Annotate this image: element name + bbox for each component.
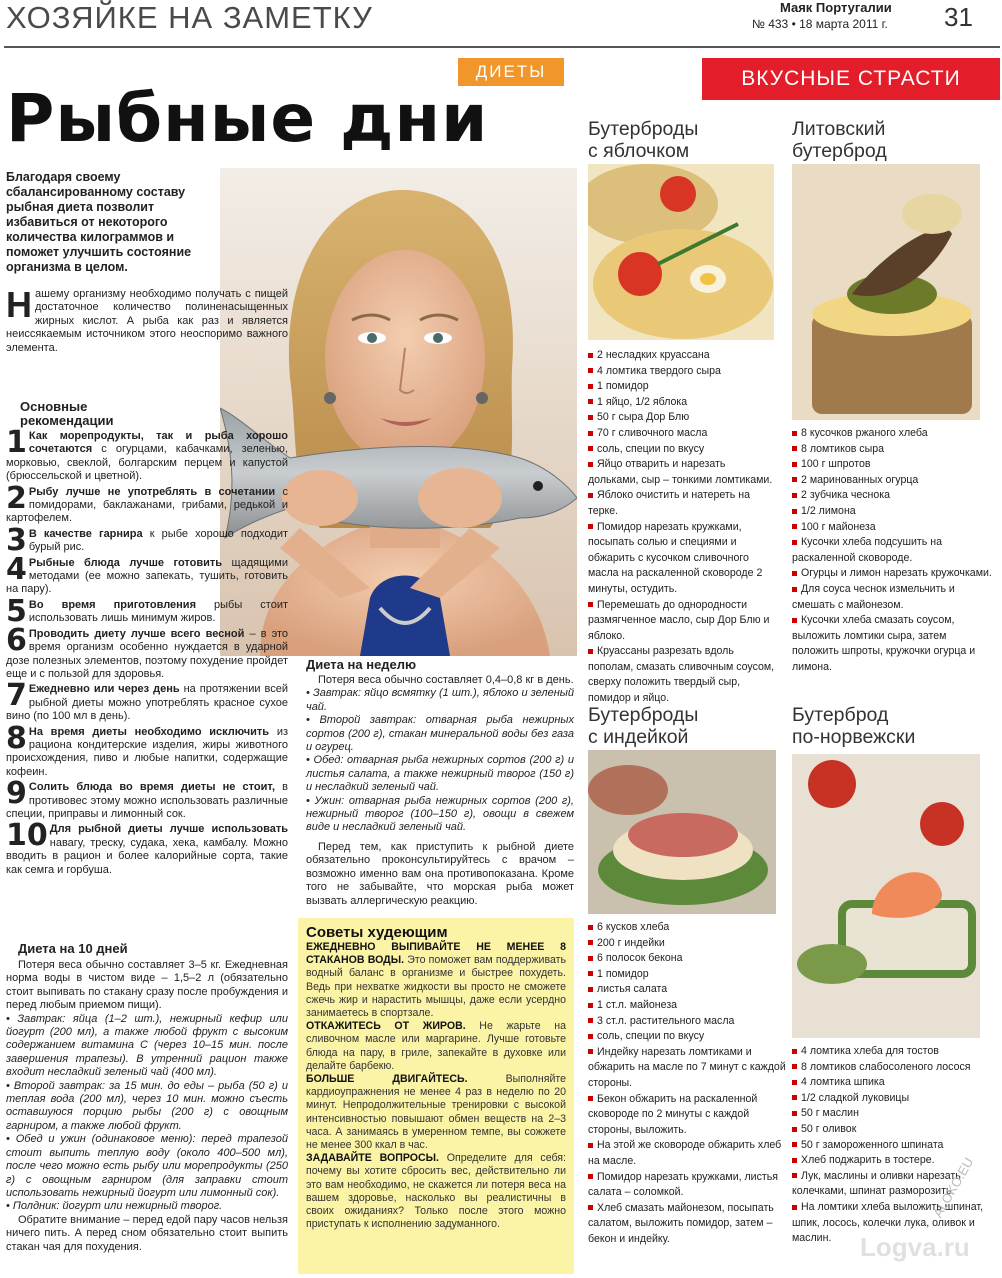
recommendation-item: [6, 776, 288, 821]
diet-10-item: • Второй завтрак: за 15 мин. до еды – рыба (50 г) и теплая вода (200 мл), через 10 мин. можно съесть оставшуюся порцию рыбы (200 г) с овощным гарниром, а также любой фрукт.: [6, 1079, 288, 1132]
recipe-photo-turkey: [588, 750, 776, 914]
page-number: 31: [944, 2, 973, 32]
tag-tasty: ВКУСНЫЕ СТРАСТИ: [702, 58, 1000, 100]
diet-week-closing: Перед тем, как приступить к рыбной диете обязательно проконсультируйтесь с врачом – возможно именно вам она противопоказана. Кроме того не забывайте, что морская рыба может вызвать аллергическую реакцию.: [306, 840, 574, 907]
tip-text: Выполняйте кардиоупражнения не менее 4 раз в неделю по 20 минут. Непродолжительные тренировки с высокой интенсивностью повышают обмен веществ на 2–3 часа. А занимаясь в умеренном темпе, вы сожжете не менее 300 ккал в час.: [306, 1073, 566, 1152]
recipe-line: 70 г сливочного масла: [588, 426, 778, 442]
recipe-line: 50 г сыра Дор Блю: [588, 410, 778, 426]
recipe-title-line: с яблочком: [588, 140, 690, 162]
rec-bold: На время диеты необходимо исключить: [28, 725, 270, 738]
recipe-photo-norwegian: [792, 754, 980, 1038]
diet-week-item: • Обед: отварная рыба нежирных сортов (200 г) и листья салата, а также нежирный творог (150 г) и несладкий зеленый чай.: [306, 754, 574, 794]
recipe-line: 2 маринованных огурца: [792, 473, 992, 489]
diet-week-item: • Завтрак: яйцо всмятку (1 шт.), яблоко и зеленый чай.: [306, 687, 574, 713]
recipe-line: 1 ст.л. майонеза: [588, 998, 788, 1014]
recommendation-item: [6, 425, 288, 484]
recipe-line: Круассаны разрезать вдоль пополам, смазать сливочным соусом, сверху положить твердый сыр, помидор и яйцо.: [588, 645, 775, 705]
recipe-line: Индейку нарезать ломтиками и обжарить на масле по 7 минут с каждой стороны.: [588, 1045, 786, 1089]
recipe-title-line: бутерброд: [792, 140, 887, 162]
tag-diet: ДИЕТЫ: [458, 58, 564, 86]
sandwich-image: [792, 754, 980, 1038]
recipe-line: Лук, маслины и оливки нарезать колечками, шпинат разморозить.: [792, 1169, 961, 1198]
recipe-line: На этой же сковороде обжарить хлеб на масле.: [588, 1139, 782, 1167]
diet-10-paragraph: Потеря веса обычно составляет 3–5 кг. Ежедневная норма воды в чистом виде – 1,5–2 л (обязательно стоит выпивать по стакану сразу после пробуждения и перед любым приемом пищи).: [6, 959, 288, 1012]
rec-bold: Как морепродукты, так и рыба хорошо сочетаются: [28, 430, 288, 456]
recipe-line: Хлеб поджарить в тостере.: [792, 1153, 997, 1169]
recipe-title: [792, 704, 915, 748]
publication-name: Маяк Португалии: [780, 0, 892, 15]
rec-text: в противовес этому можно использовать различные специи, приправы и лимонный сок.: [6, 781, 288, 820]
diet-10-item: • Завтрак: яйца (1–2 шт.), нежирный кефир или йогурт (200 мл), а также любой фрукт с высоким содержанием витамина С (через 10–15 мин. после завершения трапезы). В утренний рацион также входит несладкий зеленый чай (400 мл).: [6, 1012, 288, 1079]
diet-10-closing: Обратите внимание – перед едой пару часов нельзя ничего пить. А перед сном обязательно стоит выпить стакан чая для похудения.: [6, 1213, 288, 1253]
recipe-line: соль, специи по вкусу: [588, 442, 778, 458]
rec-number: 10: [6, 818, 48, 854]
recommendation-item: [6, 720, 289, 780]
rec-text: из рациона кондитерские изделия, жиры животного происхождения, пиво и любые напитки, содержащие кофеин.: [6, 725, 289, 778]
recipe-line: 4 ломтика хлеба для тостов: [792, 1044, 997, 1060]
recipe-line: 6 кусков хлеба: [588, 920, 788, 936]
rec-text: к рыбе хорошо подходит бурый рис.: [28, 527, 288, 554]
tip-bold: ЗАДАВАЙТЕ ВОПРОСЫ.: [306, 1152, 439, 1165]
rec-text: с помидорами, баклажанами, грибами, редькой и картофелем.: [6, 485, 288, 525]
rec-bold: Ежедневно или через день: [28, 683, 180, 696]
tip-text: Не жарьте на сливочном масле или маргарине. Лучше готовьте блюда на пару, в гриле, запекайте в духовке или делайте барбекю.: [306, 1020, 566, 1072]
recipe-line: 50 г маслин: [792, 1106, 997, 1122]
recipe-line: 3 ст.л. растительного масла: [588, 1014, 788, 1030]
rec-text: навагу, треску, судака, хека, камбалу. Можно вводить в рацион и более калорийные сорта, такие как семга и горбуша.: [6, 836, 288, 876]
diet-week: [306, 658, 574, 908]
recipe-line: Кусочки хлеба подсушить на раскаленной сковороде.: [792, 536, 942, 564]
recipe-line: Бекон обжарить на раскаленной сковороде по 2 минуты с каждой стороны, выложить.: [588, 1092, 758, 1136]
intro-text: ашему организму необходимо получать с пищей достаточное количество полиненасыщенных жирных кислот. А рыба как раз и является неиссякаемым источником этого неоспоримо важного элемента.: [6, 288, 288, 354]
rec-bold: Рыбу лучше не употреблять в сочетании: [28, 485, 276, 498]
diet-week-heading: Диета на неделю: [306, 657, 417, 672]
rec-bold: Проводить диету лучше всего весной: [28, 627, 245, 640]
recipe-line: Огурцы и лимон нарезать кружочками.: [792, 566, 992, 582]
recipe-line: Для соуса чеснок измельчить и смешать с майонезом.: [792, 582, 955, 611]
watermark: Logva.ru: [860, 1232, 970, 1262]
recipe-line: 1 яйцо, 1/2 яблока: [588, 395, 778, 411]
recipe-title: [792, 118, 887, 162]
tips-box: [298, 918, 574, 1274]
recipe-line: 4 ломтика шпика: [792, 1075, 997, 1091]
recipe-list-apple: [588, 348, 778, 707]
diet-10-heading: Диета на 10 дней: [18, 941, 128, 956]
rec-bold: Солить блюда во время диеты не стоит,: [28, 781, 275, 794]
tip-item: [306, 1073, 566, 1152]
header-rule: [4, 46, 1000, 48]
recipe-line: 1/2 лимона: [792, 504, 992, 520]
issue-date: № 433 • 18 марта 2011 г.: [752, 17, 888, 31]
rec-number: 3: [6, 522, 27, 558]
rec-text: с огурцами, кабачками, зеленью, морковью, свеклой, болгарским перцем и капустой (брюссельской и цветной).: [6, 443, 288, 483]
diet-week-paragraph: Потеря веса обычно составляет 0,4–0,8 кг в день.: [318, 674, 574, 686]
diet-10-days: [6, 942, 288, 1254]
recipe-title-line: по-норвежски: [792, 726, 916, 748]
rec-number: 7: [6, 678, 27, 714]
recommendations-heading-block: [6, 400, 288, 428]
recipe-line: 100 г майонеза: [792, 520, 992, 536]
article-lead: Благодаря своему сбалансированному составу рыбная диета позволит избавиться от некоторого количества килограммов и поможет улучшить состояние организма в целом.: [6, 170, 192, 274]
recipe-list-lithuanian: [792, 426, 992, 676]
recipe-line: Помидор нарезать кружками, листья салата – соломкой.: [588, 1170, 778, 1199]
recipe-line: На ломтики хлеба выложить шпинат, шпик, лосось, колечки лука, оливок и маслин.: [792, 1200, 984, 1245]
recipe-line: 2 зубчика чеснока: [792, 488, 992, 504]
rec-text: – в это время организм особенно нуждается в ударной дозе полезных элементов, поэтому похудение пройдет еще и с пользой для здоровья.: [6, 627, 288, 680]
recipe-title-line: Литовский: [792, 118, 886, 140]
recipe-list-norwegian: [792, 1044, 997, 1247]
recommendations-heading: Основные рекомендации: [20, 399, 114, 428]
sandwich-image: [588, 164, 774, 340]
recipe-line: 4 ломтика твердого сыра: [588, 364, 778, 380]
tip-item: [306, 1152, 566, 1231]
recipe-line: Хлеб смазать майонезом, посыпать салатом, выложить помидор, затем – бекон и индейку.: [588, 1201, 774, 1245]
tip-bold: БОЛЬШЕ ДВИГАЙТЕСЬ.: [306, 1073, 468, 1086]
recipe-line: 50 г оливок: [792, 1122, 997, 1138]
recommendation-item: [6, 551, 288, 597]
recipe-line: Яблоко очистить и натереть на терке.: [588, 489, 750, 517]
recipe-title-line: Бутерброды: [588, 118, 699, 140]
tips-title: Советы худеющим: [306, 924, 448, 941]
recipe-line: 100 г шпротов: [792, 457, 992, 473]
recommendation-item: [6, 480, 288, 526]
tip-text: Определите для себя: почему вы хотите сбросить вес, действительно ли это вам необходимо, не скажется ли потеря веса на вашем здоровье, насколько вы реалистичны в своих ожиданиях? Только после этого можно приступать к исполнению задуманного.: [306, 1152, 566, 1231]
rec-bold: Для рыбной диеты лучше использовать: [49, 823, 288, 836]
tip-item: [306, 1020, 566, 1073]
recipe-line: 8 ломтиков слабосоленого лосося: [792, 1060, 997, 1076]
recommendation-item: [6, 818, 288, 877]
rec-number: 5: [6, 593, 27, 629]
diet-week-item: • Второй завтрак: отварная рыба нежирных сортов (200 г), стакан минеральной воды без газа и огурец.: [306, 714, 574, 754]
rec-number: 4: [6, 551, 27, 587]
recipe-line: 1/2 сладкой луковицы: [792, 1091, 997, 1107]
recipe-line: 2 несладких круассана: [588, 348, 778, 364]
recipe-line: соль, специи по вкусу: [588, 1029, 788, 1045]
intro-paragraph: [6, 284, 288, 355]
rec-text: на протяжении всей рыбной диеты можно употреблять красное сухое вино (по 100 мл в день).: [6, 683, 288, 723]
rec-number: 9: [6, 776, 27, 812]
diet-10-item: • Обед и ужин (одинаковое меню): перед трапезой стоит выпить теплую воду (около 400–500 мл), после чего можно есть рыбу или морепродукты (250 г) с овощным гарниром (для заправки стоит использовать нежирный йогурт или лимонный сок).: [6, 1133, 288, 1199]
recommendation-item: [6, 622, 288, 682]
diet-week-item: • Ужин: отварная рыба нежирных сортов (200 г), нежирный творог (100–150 г), овощи в свежем виде и несладкий зеленый чай.: [306, 794, 574, 834]
recipe-line: 8 ломтиков сыра: [792, 442, 992, 458]
recipe-line: Перемешать до однородности размягченное масло, сыр Дор Блю и яблоко.: [588, 598, 770, 642]
recipe-list-turkey: [588, 920, 788, 1247]
recipe-line: 50 г замороженного шпината: [792, 1138, 997, 1154]
rec-bold: Во время приготовления: [28, 598, 196, 611]
section-title: ХОЗЯЙКЕ НА ЗАМЕТКУ: [6, 0, 373, 35]
recipe-title-line: Бутерброд: [792, 704, 889, 726]
recipe-photo-apple: [588, 164, 774, 340]
recipe-line: листья салата: [588, 982, 788, 998]
rec-number: 2: [6, 480, 27, 516]
watermark-small: ALOKO.EU: [930, 1154, 977, 1221]
recipe-title: [588, 118, 698, 162]
rec-number: 1: [6, 425, 27, 460]
rec-number: 6: [6, 622, 27, 658]
recipe-line: Яйцо отварить и нарезать дольками, сыр – тонкими ломтиками.: [588, 458, 773, 486]
recipe-line: Помидор нарезать кружками, посыпать солью и специями и обжарить с кусочком сливочного масла на раскаленной сковороде 2 минуты, остудить.: [588, 520, 763, 595]
recommendations-list: [6, 425, 289, 879]
recipe-line: 6 полосок бекона: [588, 951, 788, 967]
recipe-line: Кусочки хлеба смазать соусом, выложить ломтики сыра, затем положить шпроты, кружочки огурца и лимона.: [792, 614, 976, 673]
recipe-line: 1 помидор: [588, 379, 778, 395]
diet-10-item: • Полдник: йогурт или нежирный творог.: [6, 1200, 223, 1213]
recommendation-item: [6, 593, 288, 629]
recommendation-item: [6, 678, 288, 723]
tip-text: Это поможет вам поддерживать водный баланс в организме и быстрее похудеть. Ведь при нехватке жидкости вы просто не сможете сжечь жир и нарастить мышцы, даже если усердно занимаетесь в спортзале.: [306, 954, 566, 1020]
recipe-line: 1 помидор: [588, 967, 788, 983]
page-header: [0, 0, 1002, 50]
recommendation-item: [6, 522, 288, 558]
recipe-photo-lithuanian: [792, 164, 980, 420]
tip-item: [306, 941, 566, 1020]
article-title: Рыбные дни: [6, 80, 489, 157]
recipe-title-line: Бутерброды: [588, 704, 699, 726]
rec-number: 8: [6, 720, 27, 756]
recipe-line: 200 г индейки: [588, 936, 788, 952]
recipe-title: [588, 704, 698, 748]
rec-bold: В качестве гарнира: [28, 527, 143, 540]
rec-text: щадящими методами (ее можно запекать, тушить, готовить на пару).: [6, 556, 288, 596]
rec-text: рыбы стоит использовать лишь минимум жиров.: [28, 598, 288, 625]
tip-bold: ЕЖЕДНЕВНО ВЫПИВАЙТЕ НЕ МЕНЕЕ 8 СТАКАНОВ ВОДЫ.: [306, 941, 566, 967]
recipe-line: 8 кусочков ржаного хлеба: [792, 426, 992, 442]
dropcap: Н: [6, 284, 32, 325]
sandwich-image: [588, 750, 776, 914]
recipe-title-line: с индейкой: [588, 726, 689, 748]
sandwich-image: [792, 164, 980, 420]
tip-bold: ОТКАЖИТЕСЬ ОТ ЖИРОВ.: [306, 1020, 466, 1033]
rec-bold: Рыбные блюда лучше готовить: [28, 556, 223, 569]
